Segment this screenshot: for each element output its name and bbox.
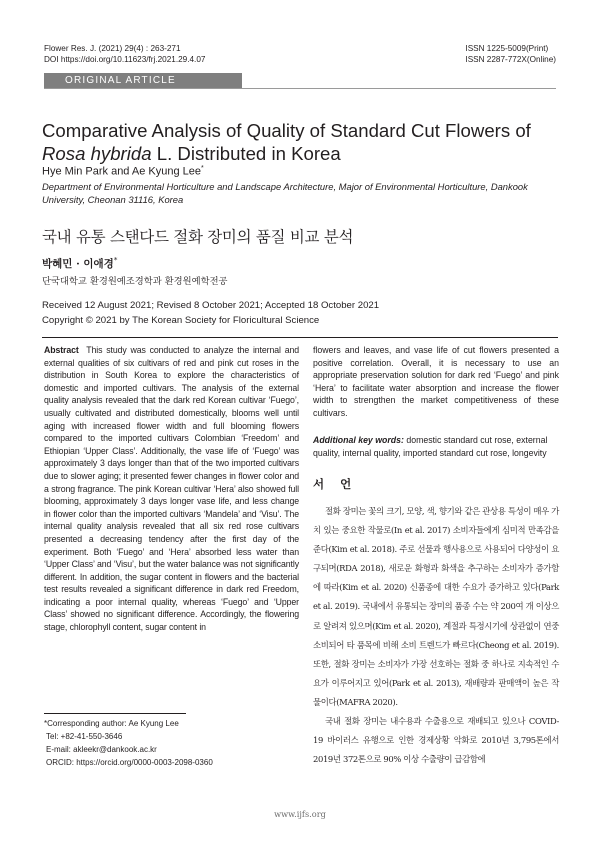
corresponding-mark: *	[200, 165, 204, 172]
affiliation: Department of Environmental Horticulture and Landscape Architecture, Major of Environmental Horticulture, Dankook University, Cheonan 31116, Korea	[42, 181, 528, 205]
article-title	[42, 119, 562, 165]
korean-corresponding-mark: *	[113, 256, 118, 265]
korean-authors	[42, 256, 117, 271]
introduction-body	[313, 502, 559, 769]
abstract-label: Abstract	[44, 345, 79, 355]
banner-divider	[44, 88, 556, 89]
keywords-label: Additional key words:	[313, 435, 404, 445]
title-part-2: L. Distributed in Korea	[151, 143, 341, 164]
issn-online: ISSN 2287-772X(Online)	[465, 55, 556, 64]
intro-paragraph: 국내 절화 장미는 내수용과 수출용으로 재배되고 있으나 COVID-19 바이러스 유행으로 인한 경제상황 악화로 2010년 3,795톤에서 2019년 372톤으로 90% 이상 수출량이 급감함에	[313, 716, 559, 765]
title-species: Rosa hybrida	[42, 143, 152, 164]
journal-website[interactable]: www.ijfs.org	[274, 809, 326, 819]
keywords-text: domestic standard cut rose, external quality, internal quality, imported standard cut rose, longevity	[313, 435, 548, 458]
title-part-1: Comparative Analysis of Quality of Standard Cut Flowers of	[42, 120, 531, 141]
article-type-banner: ORIGINAL ARTICLE	[44, 73, 242, 89]
journal-header-left	[44, 43, 205, 65]
author-names: Hye Min Park and Ae Kyung Lee	[42, 165, 201, 178]
journal-header-right	[465, 43, 556, 65]
article-dates	[42, 298, 379, 328]
section-divider	[42, 337, 558, 338]
intro-paragraph: 절화 장미는 꽃의 크기, 모양, 색, 향기와 같은 관상용 특성이 매우 가치 있는 중요한 작물로(In et al. 2017) 소비자들에게 심미적 만족감을 준다(Kim et al. 2018). 주로 선물과 행사용으로 사용되어 다양성이 요구되며(RDA 2018), 새로운 화형과 화색을 추구하는 소비자가 증가함에 따라(Kim et al. 2020) 신품종에 대한 수요가 증가하고 있다(Park et al. 2019). 국내에서 유통되는 장미의 품종 수는 약 200여 개 이상으로 알려져 있으며(Kim et al. 2020), 계절과 특정시기에 상관없이 연중 소비되어 타 품목에 비해 소비 트렌드가 빠르다(Cheong et al. 2019). 또한, 절화 장미는 소비자가 가장 선호하는 절화 중 하나로 지속적인 수요가 이루어지고 있어(Park et al. 2013), 재배량과 판매액이 높은 작물이다(MAFRA 2020).	[313, 506, 559, 707]
abstract-text: This study was conducted to analyze the internal and external qualities of six cultivars of red and pink cut roses in the distribution in South Korea to explore the characteristics of domestic and imported cultivars. The analysis of the external quality analysis revealed that the dark red Korean cultivar ‘Fuego’, usually cultivated and distributed domestically, blooms well until aging with increased flower width and full blooming flowers compared to the imported cultivars Colombian ‘Freedom’ and Ethiopian ‘Upper Class’. Additionally, the vase life of ‘Fuego’ was approximately 3 days longer than that of the two imported cultivars due to slower aging; it presented fewer changes in flower color and a strong fragrance. The pink Korean cultivar ‘Hera’ also showed full blooming, approximately 3 days longer vase life, and less change in flower color than the imported cultivars ‘Mandela’ and ‘Visu’. The internal quality analysis revealed that all six red rose cultivars presented a decreasing tendency after the first day of the experiment. Both ‘Fuego’ and ‘Hera’ absorbed less water than ‘Upper Class’ and ‘Visu’, but the water balance was not significantly different. In addition, the sugar content in flowers and the bacterial test results revealed a significant difference in dark red Freedom, indicating a poor internal quality, whereas ‘Fuego’ and ‘Upper Class’ showed no significant difference. Accordingly, the flowering stage, chlorophyll content, sugar content in	[44, 345, 299, 633]
journal-citation: Flower Res. J. (2021) 29(4) : 263-271	[44, 44, 181, 53]
author-list	[42, 165, 204, 178]
copyright-line: Copyright © 2021 by The Korean Society for Floricultural Science	[42, 315, 320, 326]
issn-print: ISSN 1225-5009(Print)	[465, 44, 549, 53]
abstract-column	[44, 344, 299, 634]
received-dates: Received 12 August 2021; Revised 8 October 2021; Accepted 18 October 2021	[42, 300, 380, 311]
email[interactable]: E-mail: akleekr@dankook.ac.kr	[46, 745, 157, 754]
footnote-divider	[44, 713, 186, 714]
korean-author-names: 박혜민 · 이애경	[42, 258, 114, 270]
doi-link[interactable]: DOI https://doi.org/10.11623/frj.2021.29.4.07	[44, 55, 206, 64]
introduction-heading: 서 언	[313, 477, 358, 491]
keywords	[313, 434, 559, 459]
korean-affiliation: 단국대학교 환경원예조경학과 환경원예학전공	[42, 276, 228, 287]
abstract-continued: flowers and leaves, and vase life of cut flowers presented a positive correlation. Overall, it is necessary to use an appropriate preservation solution for dark red ‘Fuego’ and pink ‘Hera’ to facilitate water absorption and increase the flower width to strengthen the market competitiveness of these cultivars.	[313, 345, 559, 418]
orcid[interactable]: ORCID: https://orcid.org/0000-0003-2098-0360	[46, 758, 213, 767]
korean-title: 국내 유통 스탠다드 절화 장미의 품질 비교 분석	[42, 228, 354, 246]
corresponding-author-footnote	[44, 717, 213, 769]
telephone: Tel: +82-41-550-3646	[46, 732, 123, 741]
corresponding-author: *Corresponding author: Ae Kyung Lee	[44, 719, 179, 728]
